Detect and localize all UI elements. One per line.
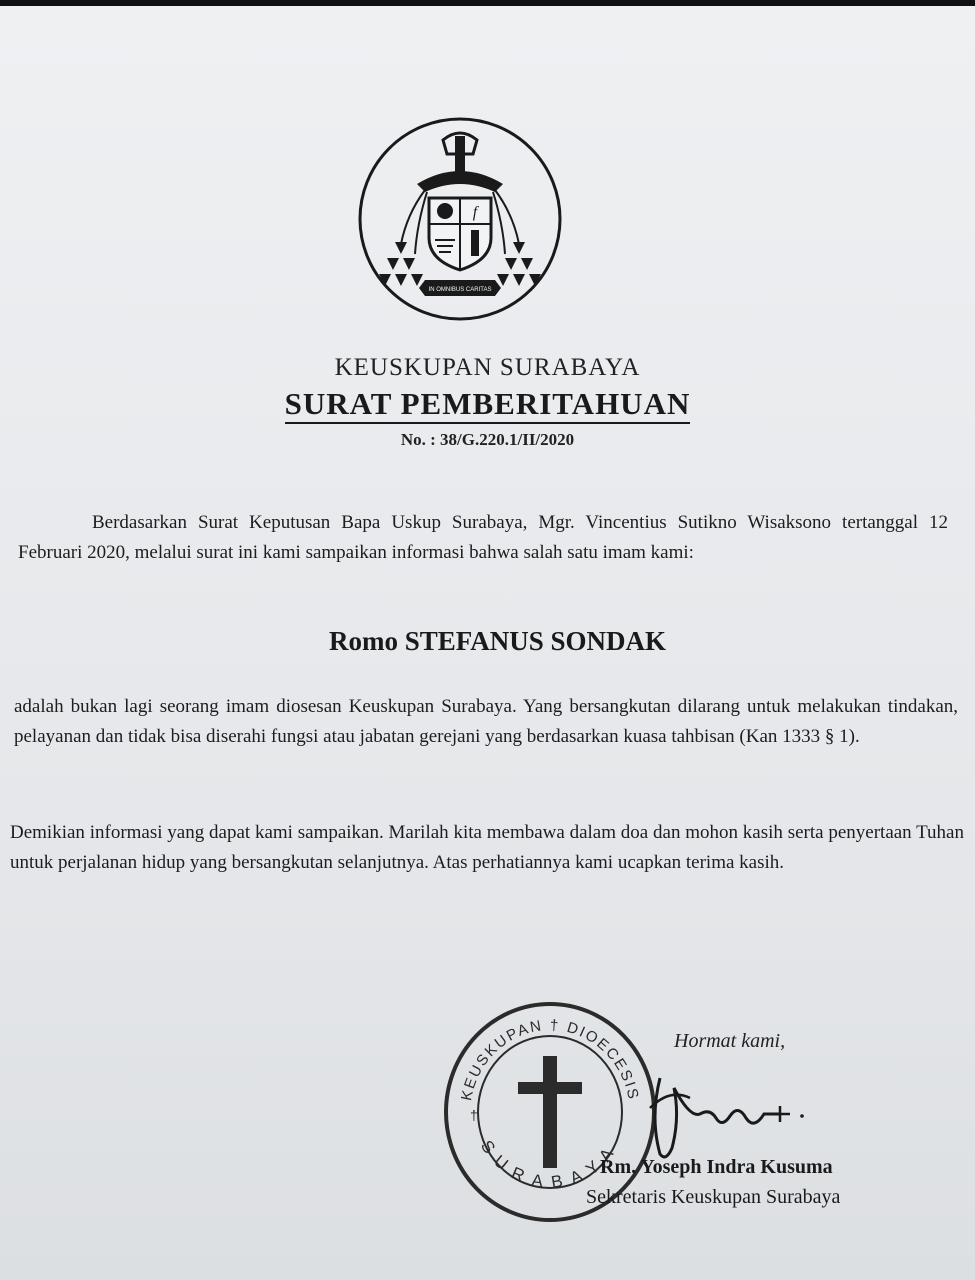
svg-text:f: f [472, 204, 478, 221]
priest-name: Romo STEFANUS SONDAK [328, 626, 667, 656]
letter-page [0, 6, 975, 1280]
signer-name: Rm. Yoseph Indra Kusuma [600, 1156, 833, 1178]
letter-title: SURAT PEMBERITAHUAN [285, 386, 691, 424]
issuer-name: KEUSKUPAN SURABAYA [334, 354, 641, 381]
letter-number: No. : 38/G.220.1/II/2020 [400, 430, 575, 449]
paragraph-closing: Demikian informasi yang dapat kami sampaikan. Marilah kita membawa dalam doa dan mohon kasih serta penyertaan Tuhan untuk perjalanan hidup yang bersangkutan selanjutnya. Atas perhatiannya kami ucapkan terima kasih. [10, 822, 964, 873]
crest-motto: IN OMNIBUS CARITAS [428, 287, 492, 293]
coat-of-arms-icon [355, 114, 565, 324]
stamp-bottom-text: SURABAYA [476, 1136, 624, 1193]
stamp-top-text: KEUSKUPAN † DIOECESIS [457, 1016, 643, 1103]
handwritten-signature-icon [630, 1058, 830, 1168]
closing-salutation: Hormat kami, [674, 1030, 786, 1052]
paragraph-statement: adalah bukan lagi seorang imam diosesan Keuskupan Surabaya. Yang bersangkutan dilarang untuk melakukan tindakan, pelayanan dan tidak bisa diserahi fungsi atau jabatan gerejani yang berdasarkan kuasa tahbisan (Kan 1333 § 1). [14, 696, 958, 747]
signer-role: Sekretaris Keuskupan Surabaya [586, 1186, 841, 1208]
letter-title-wrap [0, 386, 975, 422]
paragraph-intro: Berdasarkan Surat Keputusan Bapa Uskup Surabaya, Mgr. Vincentius Sutikno Wisaksono tertanggal 12 Februari 2020, melalui surat ini kami sampaikan informasi bahwa salah satu imam kami: [18, 512, 948, 563]
svg-text:†: † [470, 1107, 478, 1123]
